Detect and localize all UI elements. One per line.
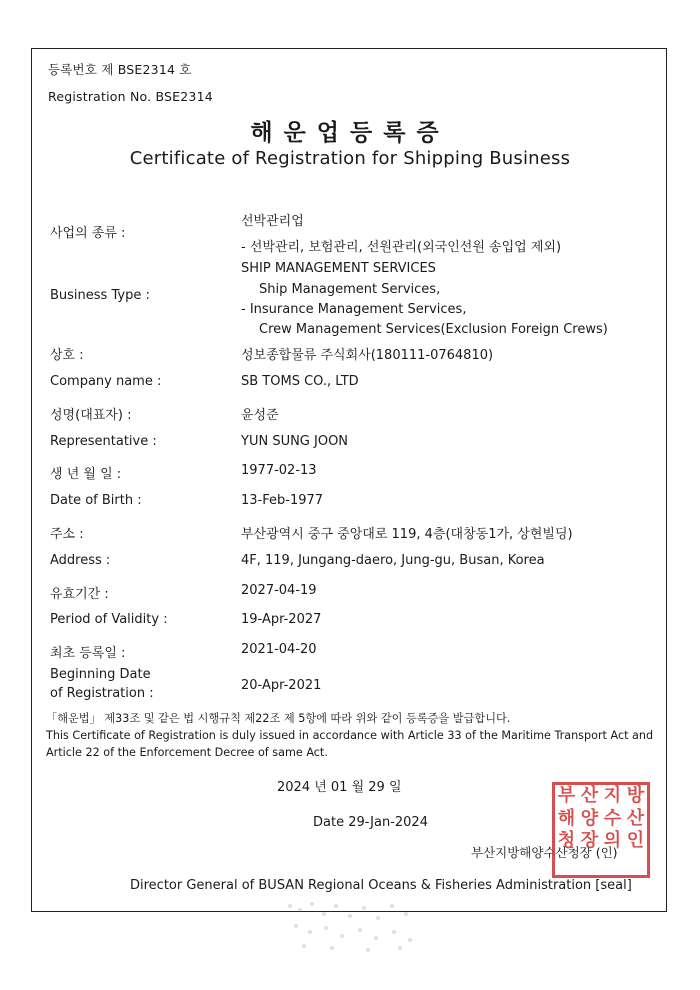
issuer-ko: 부산지방해양수산청장 (인) <box>471 845 618 860</box>
seal-char: 해 <box>557 807 576 829</box>
representative-ko: 윤성준 <box>241 408 279 423</box>
dob-en: 13-Feb-1977 <box>241 493 324 508</box>
business-type-label-ko: 사업의 종류 : <box>50 226 126 241</box>
address-en: 4F, 119, Jungang-daero, Jung-gu, Busan, Korea <box>241 553 545 568</box>
seal-char: 의 <box>603 830 622 851</box>
seal-char: 산 <box>580 785 599 806</box>
validity-en: 19-Apr-2027 <box>241 612 322 627</box>
business-type-en-4: Crew Management Services(Exclusion Foreign Crews) <box>259 322 608 337</box>
seal-char: 부 <box>557 785 576 806</box>
registration-number-en: Registration No. BSE2314 <box>48 89 213 104</box>
business-type-ko-1: 선박관리업 <box>241 214 304 229</box>
seal-char: 양 <box>580 807 599 829</box>
representative-label-en: Representative : <box>50 434 157 449</box>
dob-label-en: Date of Birth : <box>50 493 142 508</box>
beginning-ko: 2021-04-20 <box>241 642 317 657</box>
business-type-ko-2: - 선박관리, 보험관리, 선원관리(외국인선원 송입업 제외) <box>241 240 562 255</box>
beginning-label-en-2: of Registration : <box>50 686 154 701</box>
issuance-note-ko: 「해운법」 제33조 및 같은 법 시행규칙 제22조 제 5항에 따라 위와 같이 등록증을 발급합니다. <box>46 712 511 725</box>
address-ko: 부산광역시 중구 중앙대로 119, 4층(대창동1가, 상현빌딩) <box>241 527 573 542</box>
issuer-en: Director General of BUSAN Regional Oceans & Fisheries Administration [seal] <box>130 878 632 893</box>
title-ko: 해운업등록증 <box>250 120 450 146</box>
dob-ko: 1977-02-13 <box>241 463 317 478</box>
issue-date-en: Date 29-Jan-2024 <box>313 815 428 830</box>
business-type-en-2: Ship Management Services, <box>259 282 441 297</box>
validity-ko: 2027-04-19 <box>241 583 317 598</box>
beginning-label-en-1: Beginning Date <box>50 667 151 682</box>
dob-label-ko: 생 년 월 일 : <box>50 467 122 482</box>
seal-char: 청 <box>557 830 576 851</box>
company-en: SB TOMS CO., LTD <box>241 374 359 389</box>
watermark-pattern <box>280 896 430 956</box>
validity-label-ko: 유효기간 : <box>50 587 109 602</box>
company-label-en: Company name : <box>50 374 162 389</box>
company-ko: 성보종합물류 주식회사(180111-0764810) <box>241 348 494 363</box>
address-label-ko: 주소 : <box>50 527 84 542</box>
seal-char: 장 <box>580 830 599 851</box>
registration-number-ko: 등록번호 제 BSE2314 호 <box>48 62 192 77</box>
seal-char: 산 <box>626 807 645 829</box>
title-en: Certificate of Registration for Shipping Business <box>129 148 571 169</box>
validity-label-en: Period of Validity : <box>50 612 168 627</box>
representative-label-ko: 성명(대표자) : <box>50 408 132 423</box>
representative-en: YUN SUNG JOON <box>241 434 349 449</box>
issue-date-ko: 2024 년 01 월 29 일 <box>277 780 402 795</box>
official-seal <box>552 782 650 878</box>
beginning-label-ko: 최초 등록일 : <box>50 646 126 661</box>
seal-char: 수 <box>603 807 622 829</box>
seal-char: 방 <box>626 785 645 806</box>
business-type-label-en: Business Type : <box>50 288 150 303</box>
address-label-en: Address : <box>50 553 111 568</box>
seal-char: 인 <box>626 830 645 851</box>
business-type-en-1: SHIP MANAGEMENT SERVICES <box>241 261 436 276</box>
seal-char: 지 <box>603 785 622 806</box>
company-label-ko: 상호 : <box>50 348 84 363</box>
issuance-note-en: This Certificate of Registration is duly issued in accordance with Article 33 of the Maritime Transport Act and Article 22 of the Enforcement Decree of same Act. <box>46 729 654 759</box>
beginning-en: 20-Apr-2021 <box>241 678 322 693</box>
business-type-en-3: - Insurance Management Services, <box>241 302 467 317</box>
